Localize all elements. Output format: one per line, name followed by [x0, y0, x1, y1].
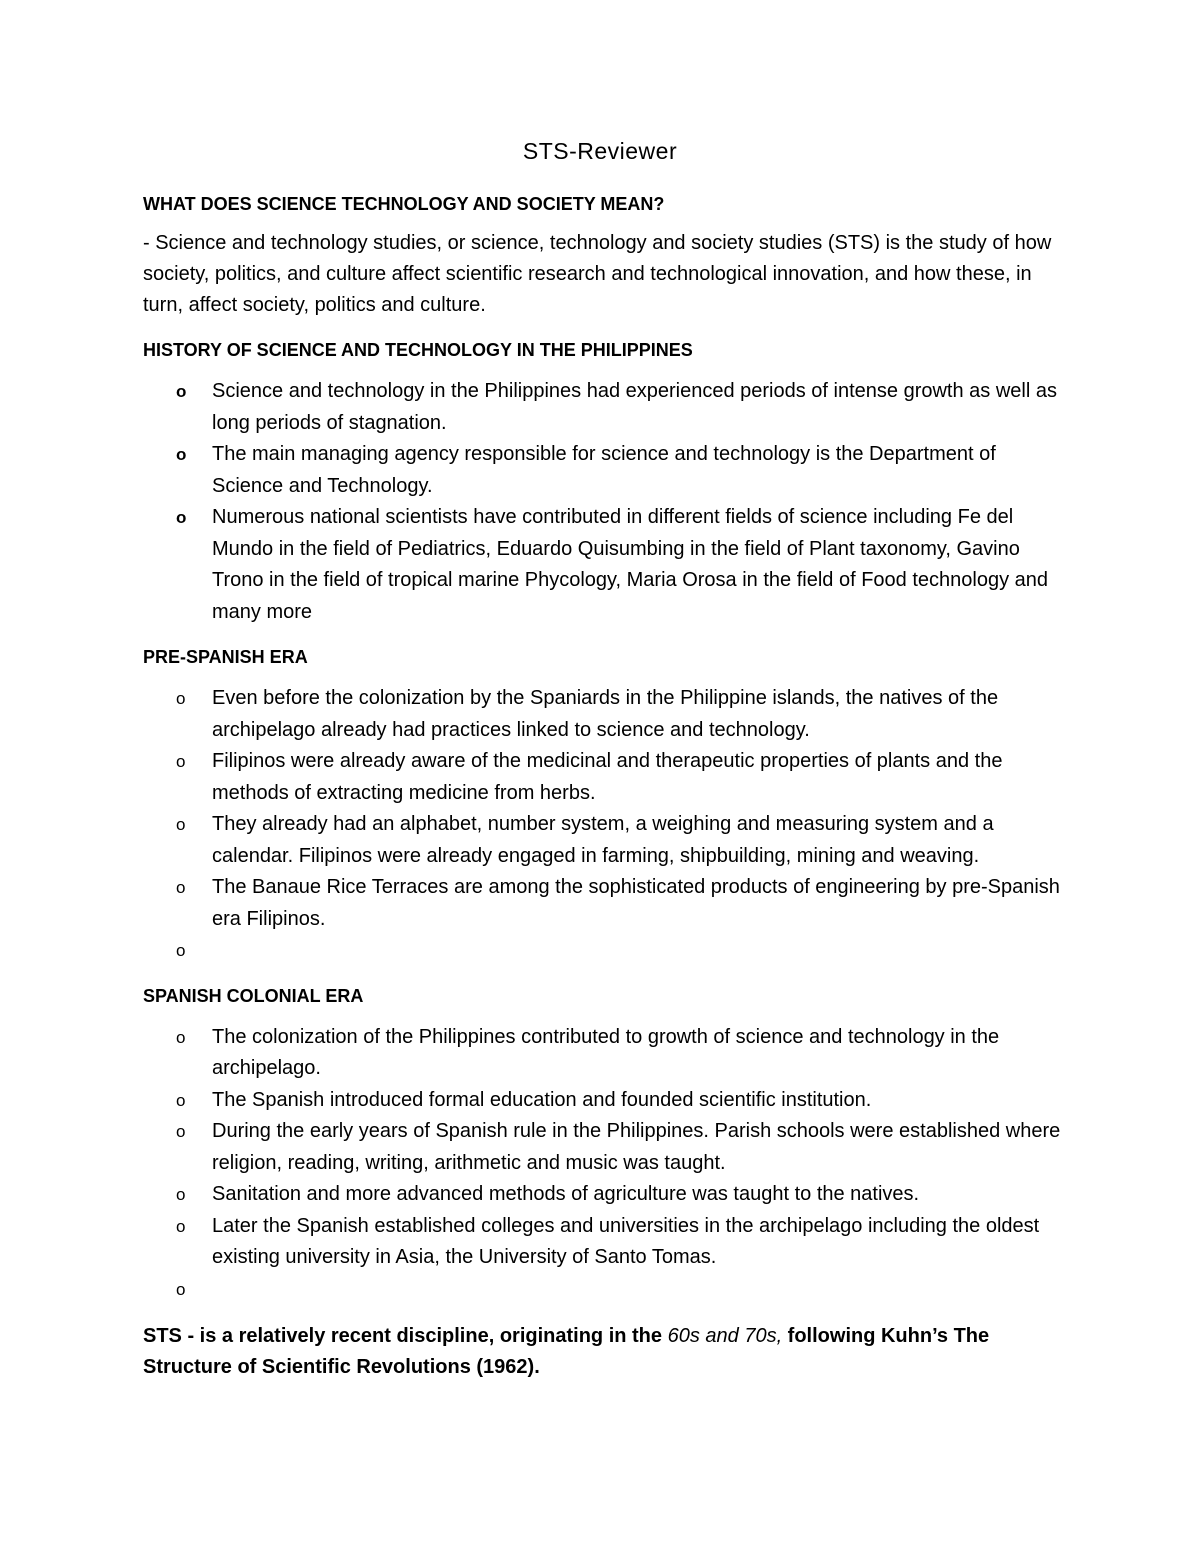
list-item: o The colonization of the Philippines contributed to growth of science and technology in the archipelago. [143, 1022, 1063, 1085]
list-item: o Science and technology in the Philippines had experienced periods of intense growth as well as long periods of stagnation. [143, 376, 1063, 439]
section-heading-spanish-colonial: SPANISH COLONIAL ERA [143, 985, 364, 1006]
circle-bullet-icon: o [176, 815, 186, 834]
circle-bullet-icon: o [176, 752, 186, 771]
circle-bullet-icon: o [176, 1122, 186, 1141]
circle-bullet-icon: o [176, 878, 186, 897]
list-item: o Even before the colonization by the Spaniards in the Philippine islands, the natives of the archipelago already had practices linked to science and technology. [143, 683, 1063, 746]
section-heading-pre-spanish: PRE-SPANISH ERA [143, 647, 308, 667]
circle-bullet-icon: o [176, 1279, 186, 1299]
section-heading-meaning: WHAT DOES SCIENCE TECHNOLOGY AND SOCIETY MEAN? [143, 194, 665, 214]
circle-bullet-icon: o [176, 445, 187, 464]
circle-bullet-icon: o [176, 1216, 186, 1236]
document-title: STS-Reviewer [522, 138, 678, 164]
list-item: o Numerous national scientists have contributed in different fields of science including Fe del Mundo in the field of Pediatrics, Eduardo Quisumbing in the field of Plant taxonomy, Gavino Trono in the field of tropical marine Phycology, Maria Orosa in the field of Food technology and many more [143, 502, 1063, 628]
circle-bullet-icon: o [176, 1090, 186, 1110]
section-history [143, 335, 1063, 628]
document-page [143, 138, 1063, 1383]
section-pre-spanish [143, 642, 1063, 967]
circle-bullet-icon: o [176, 1027, 186, 1047]
list-item: o The Banaue Rice Terraces are among the sophisticated products of engineering by pre-Spanish era Filipinos. [143, 872, 1063, 935]
list-item: o The main managing agency responsible for science and technology is the Department of Science and Technology. [143, 439, 1063, 502]
circle-bullet-icon: o [176, 1185, 186, 1204]
section-spanish-colonial [143, 981, 1063, 1306]
list-item-empty [143, 935, 1063, 967]
circle-bullet-icon: o [176, 941, 186, 960]
list-item-empty [143, 1274, 1063, 1306]
spanish-colonial-list [143, 1022, 1063, 1306]
list-item: o During the early years of Spanish rule in the Philippines. Parish schools were established where religion, reading, writing, arithmetic and music was taught. [143, 1116, 1063, 1179]
meaning-paragraph: - Science and technology studies, or science, technology and society studies (STS) is the study of how society, politics, and culture affect scientific research and technological innovation, and how these, in turn, affect society, politics and culture. [143, 232, 1052, 316]
pre-spanish-list [143, 683, 1063, 967]
sts-definition-note: STS - is a relatively recent discipline, originating in the 60s and 70s, following Kuhn’s The Structure of Scientific Revolutions (1962). [143, 1325, 990, 1378]
section-heading-history: HISTORY OF SCIENCE AND TECHNOLOGY IN THE PHILIPPINES [143, 340, 693, 360]
circle-bullet-icon: o [176, 508, 187, 527]
section-meaning [143, 189, 1063, 321]
list-item: o They already had an alphabet, number system, a weighing and measuring system and a calendar. Filipinos were already engaged in farming, shipbuilding, mining and weaving. [143, 809, 1063, 872]
list-item: o Sanitation and more advanced methods of agriculture was taught to the natives. [143, 1179, 1063, 1211]
circle-bullet-icon: o [176, 382, 187, 401]
list-item: o Later the Spanish established colleges and universities in the archipelago including the oldest existing university in Asia, the University of Santo Tomas. [143, 1211, 1063, 1274]
list-item: o Filipinos were already aware of the medicinal and therapeutic properties of plants and the methods of extracting medicine from herbs. [143, 746, 1063, 809]
list-item: o The Spanish introduced formal education and founded scientific institution. [143, 1085, 1063, 1117]
circle-bullet-icon: o [176, 689, 186, 708]
history-list [143, 376, 1063, 628]
